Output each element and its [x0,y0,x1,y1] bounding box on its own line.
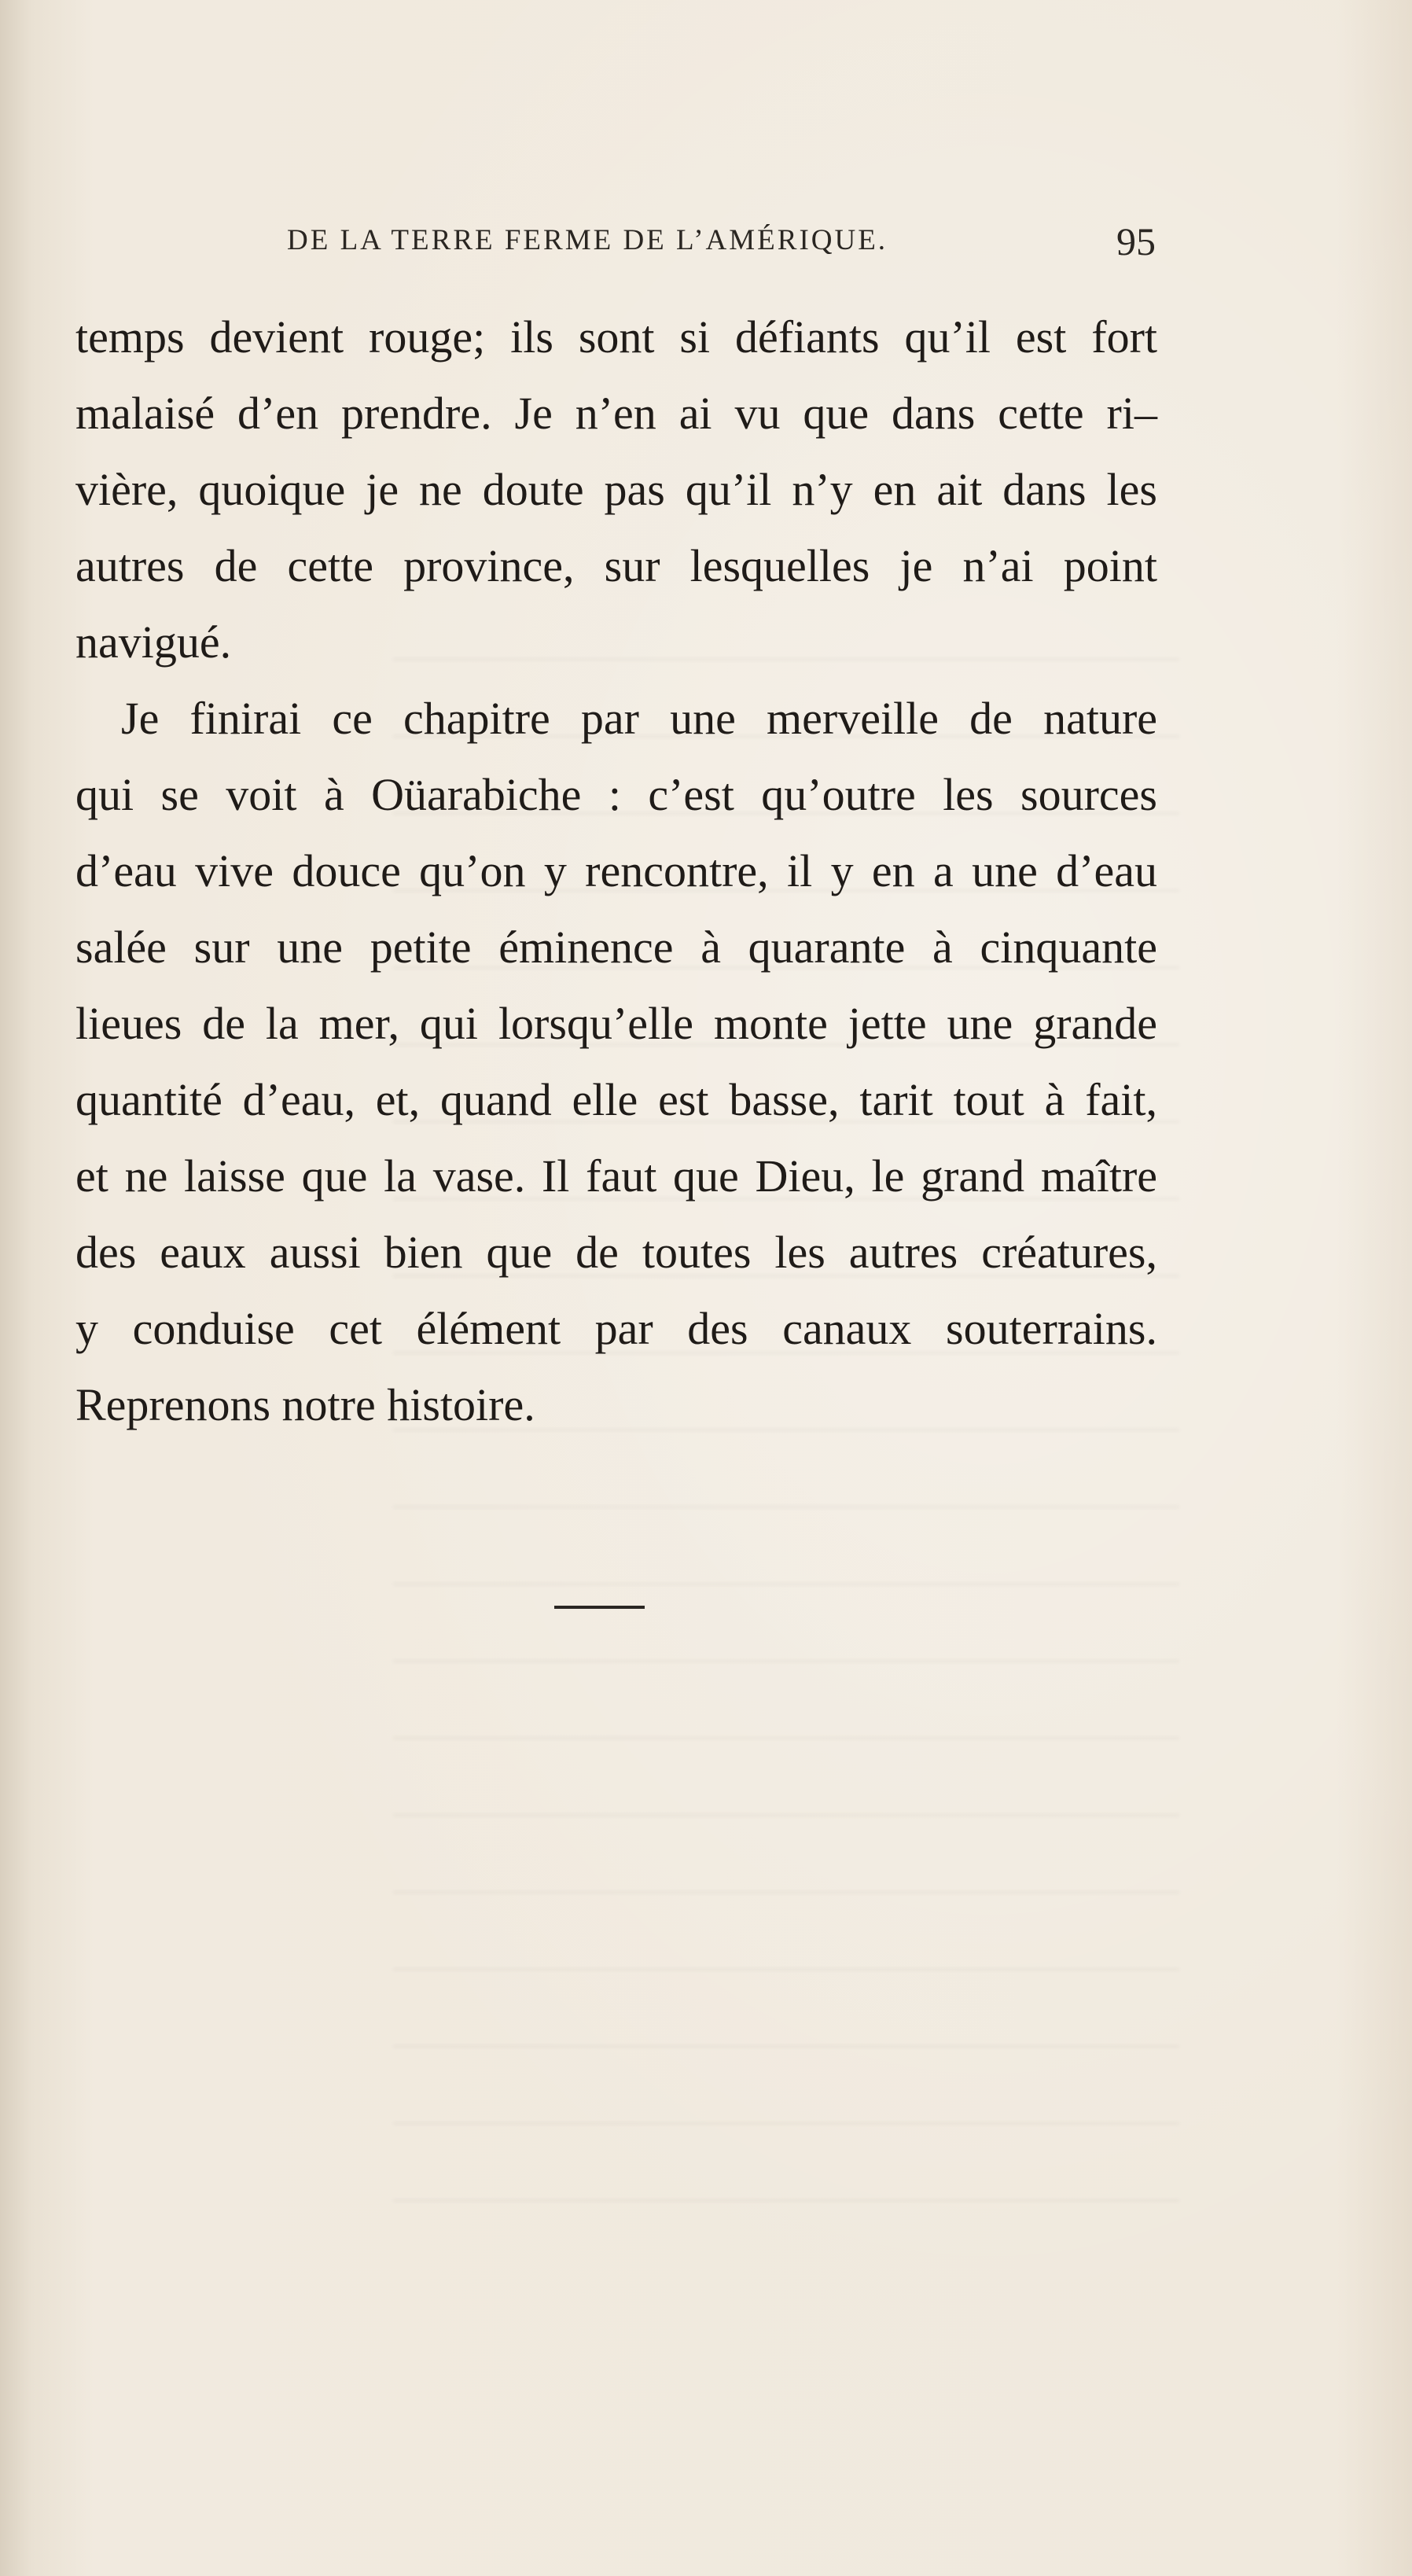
text-line: Je finirai ce chapitre par une merveille de nature [121,693,1157,744]
text-line: et ne laisse que la vase. Il faut que Dieu, le grand maître [75,1150,1157,1202]
text-line: des eaux aussi bien que de toutes les autres créatures, [75,1227,1157,1278]
running-title: DE LA TERRE FERME DE L’AMÉRIQUE. [287,224,888,256]
text-line: salée sur une petite éminence à quarante à cinquante [75,922,1157,973]
body-text [75,299,1157,1443]
text-line: malaisé d’en prendre. Je n’en ai vu que dans cette ri– [75,388,1157,439]
text-line: quantité d’eau, et, quand elle est basse, tarit tout à fait, [75,1074,1157,1125]
text-line: temps devient rouge; ils sont si défiants qu’il est fort [75,311,1157,362]
text-line: y conduise cet élément par des canaux souterrains. [75,1303,1157,1354]
text-line: lieues de la mer, qui lorsqu’elle monte jette une grande [75,998,1157,1049]
page-number: 95 [1116,219,1156,263]
text-line: autres de cette province, sur lesquelles je n’ai point [75,540,1157,591]
text-line: d’eau vive douce qu’on y rencontre, il y en a une d’eau [75,845,1157,896]
section-end-rule [554,1606,645,1609]
text-line: navigué. [75,616,232,668]
text-line: vière, quoique je ne doute pas qu’il n’y en ait dans les [75,464,1157,515]
text-line: qui se voit à Oüarabiche : c’est qu’outre les sources [75,769,1157,820]
text-line: Reprenons notre histoire. [75,1379,535,1430]
page-header [79,219,1156,270]
